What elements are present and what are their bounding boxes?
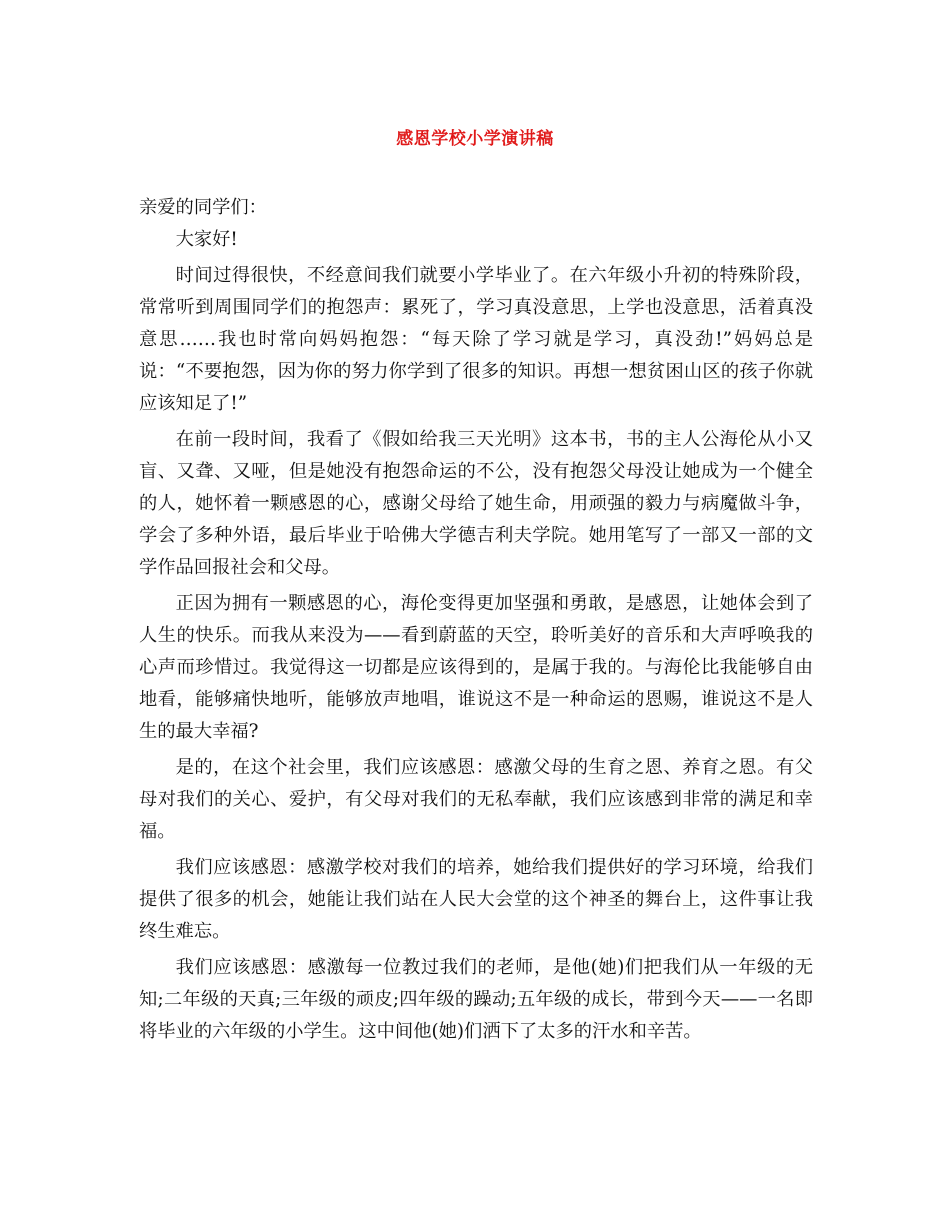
paragraph: 我们应该感恩：感激每一位教过我们的老师，是他(她)们把我们从一年级的无知;二年级的天真;三年级的顽皮;四年级的躁动;五年级的成长，带到今天——一名即将毕业的六年级的小学生。这中间他(她)们洒下了太多的汗水和辛苦。 — [139, 957, 813, 1042]
document-body — [139, 192, 813, 1052]
paragraph: 时间过得很快，不经意间我们就要小学毕业了。在六年级小升初的特殊阶段，常常听到周围同学们的抱怨声：累死了，学习真没意思，上学也没意思，活着真没意思……我也时常向妈妈抱怨：“每天除了学习就是学习，真没劲!”妈妈总是说：“不要抱怨，因为你的努力你学到了很多的知识。再想一想贫困山区的孩子你就应该知足了!” — [139, 265, 813, 414]
paragraph: 正因为拥有一颗感恩的心，海伦变得更加坚强和勇敢，是感恩，让她体会到了人生的快乐。而我从来没为——看到蔚蓝的天空，聆听美好的音乐和大声呼唤我的心声而珍惜过。我觉得这一切都是应该得到的，是属于我的。与海伦比我能够自由地看，能够痛快地听，能够放声地唱，谁说这不是一种命运的恩赐，谁说这不是人生的最大幸福? — [139, 593, 813, 742]
document-title: 感恩学校小学演讲稿 — [396, 129, 554, 149]
paragraph: 是的，在这个社会里，我们应该感恩：感激父母的生育之恩、养育之恩。有父母对我们的关心、爱护，有父母对我们的无私奉献，我们应该感到非常的满足和幸福。 — [139, 757, 813, 842]
paragraph: 在前一段时间，我看了《假如给我三天光明》这本书，书的主人公海伦从小又盲、又聋、又哑，但是她没有抱怨命运的不公，没有抱怨父母没让她成为一个健全的人，她怀着一颗感恩的心，感谢父母给了她生命，用顽强的毅力与病魔做斗争，学会了多种外语，最后毕业于哈佛大学德吉利夫学院。她用笔写了一部又一部的文学作品回报社会和父母。 — [139, 429, 813, 578]
paragraph: 我们应该感恩：感激学校对我们的培养，她给我们提供好的学习环境，给我们提供了很多的机会，她能让我们站在人民大会堂的这个神圣的舞台上，这件事让我终生难忘。 — [139, 857, 813, 942]
paragraph: 大家好! — [175, 229, 238, 250]
greeting-line: 亲爱的同学们： — [139, 197, 267, 218]
